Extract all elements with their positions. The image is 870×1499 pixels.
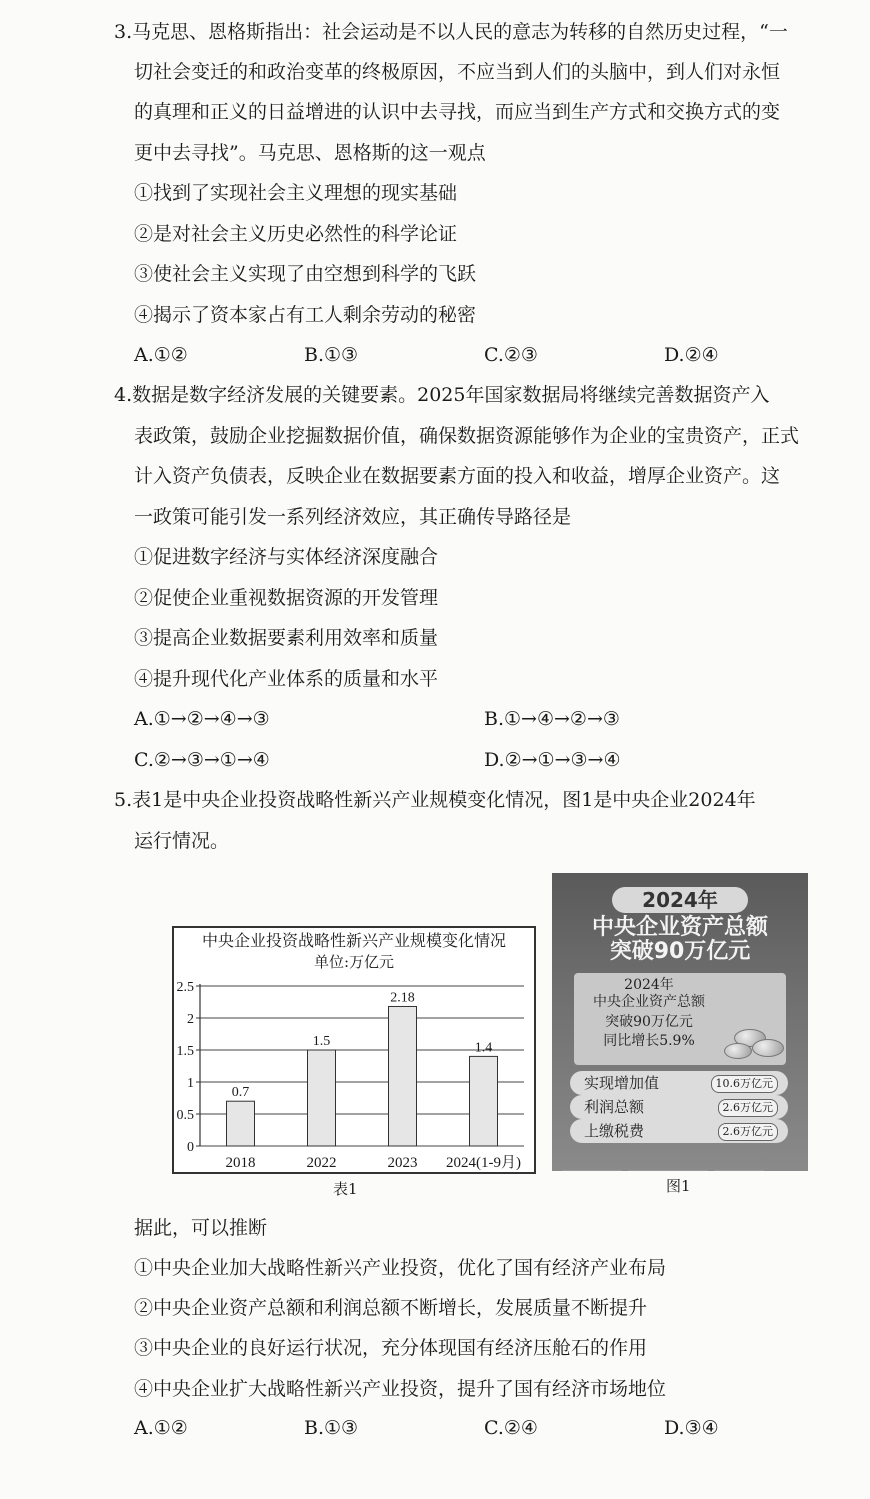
figure-card-line-4: 同比增长5.9% [603,1033,695,1049]
chart-title: 中央企业投资战略性新兴产业规模变化情况 [201,931,506,950]
q4-item-1: ①促进数字经济与实体经济深度融合 [134,546,439,568]
q4-stem-line-3: 计入资产负债表，反映企业在数据要素方面的投入和收益，增厚企业资产。这 [134,465,781,487]
q3-stem-line-4: 更中去寻找”。马克思、恩格斯的这一观点 [134,142,486,164]
q4-item-2: ②促使企业重视数据资源的开发管理 [134,587,439,609]
y-tick-label: 2 [187,1012,194,1027]
q4-item-4: ④提升现代化产业体系的质量和水平 [134,668,439,690]
figure-card-line-3: 突破90万亿元 [605,1014,693,1030]
y-tick-label: 0.5 [176,1108,194,1123]
figure-1-infographic [552,873,808,1171]
figure-summary-card [574,973,786,1065]
y-tick-label: 1.5 [176,1044,194,1059]
y-tick-label: 2.5 [176,980,194,995]
q4-stem-line-4: 一政策可能引发一系列经济效应，其正确传导路径是 [134,506,572,528]
bar-value-label: 0.7 [231,1085,250,1101]
figure-year-badge: 2024年 [612,887,748,913]
bar-chart [174,928,534,1172]
q3-stem-line-2: 切社会变迁的和政治变革的终极原因，不应当到人们的头脑中，到人们对永恒 [134,61,781,83]
x-category-label: 2024(1-9月) [446,1155,521,1171]
q3-stem-line-1: 3.马克思、恩格斯指出：社会运动是不以人民的意志为转移的自然历史过程，“一 [114,21,788,43]
bar-value-label: 1.4 [474,1040,493,1056]
q5-option-c[interactable]: C.②④ [484,1417,538,1439]
coin-icon [752,1039,784,1057]
q5-item-1: ①中央企业加大战略性新兴产业投资，优化了国有经济产业布局 [134,1257,667,1279]
q4-stem-line-2: 表政策，鼓励企业挖掘数据价值，确保数据资源能够作为企业的宝贵资产，正式 [134,425,800,447]
q3-option-c[interactable]: C.②③ [484,344,538,366]
figure-row-value-added [570,1071,788,1095]
q4-option-d[interactable]: D.②→①→③→④ [484,749,621,771]
y-tick-label: 1 [187,1076,194,1091]
q5-option-b[interactable]: B.①③ [304,1417,359,1439]
q5-item-2: ②中央企业资产总额和利润总额不断增长，发展质量不断提升 [134,1297,648,1319]
bar [308,1050,336,1146]
q3-option-b[interactable]: B.①③ [304,344,359,366]
x-category-label: 2018 [225,1155,256,1171]
q5-option-d[interactable]: D.③④ [664,1417,719,1439]
q5-item-4: ④中央企业扩大战略性新兴产业投资，提升了国有经济市场地位 [134,1378,667,1400]
figure-1-caption: 图1 [666,1177,691,1195]
bar [389,1006,417,1146]
q5-stem-line-1: 5.表1是中央企业投资战略性新兴产业规模变化情况，图1是中央企业2024年 [114,789,756,811]
figure-footer-credits [562,1159,798,1165]
x-category-label: 2022 [306,1155,337,1171]
bar-value-label: 2.18 [390,990,415,1006]
x-category-label: 2023 [387,1155,418,1171]
q3-option-d[interactable]: D.②④ [664,344,719,366]
row-label: 实现增加值 [584,1074,660,1092]
figure-card-line-2: 中央企业资产总额 [593,994,705,1010]
coin-icon [724,1043,752,1059]
row-value: 10.6万亿元 [711,1075,779,1093]
q4-option-c[interactable]: C.②→③→①→④ [134,749,270,771]
table-1-caption: 表1 [333,1180,358,1198]
table-1-chart [172,926,536,1174]
q3-item-2: ②是对社会主义历史必然性的科学论证 [134,223,458,245]
q3-option-a[interactable]: A.①② [134,344,188,366]
q4-option-a[interactable]: A.①→②→④→③ [134,708,270,730]
figure-headline-1: 中央企业资产总额 [591,915,768,940]
q5-infer-line: 据此，可以推断 [134,1217,268,1239]
q3-stem-line-3: 的真理和正义的日益增进的认识中去寻找，而应当到生产方式和交换方式的变 [134,101,781,123]
q5-stem-line-2: 运行情况。 [134,830,230,852]
figure-row-taxes [570,1119,788,1143]
q3-item-4: ④揭示了资本家占有工人剩余劳动的秘密 [134,304,477,326]
bar [470,1056,498,1146]
q4-option-b[interactable]: B.①→④→②→③ [484,708,620,730]
q5-item-3: ③中央企业的良好运行状况，充分体现国有经济压舱石的作用 [134,1337,648,1359]
q3-item-1: ①找到了实现社会主义理想的现实基础 [134,182,458,204]
q4-item-3: ③提高企业数据要素利用效率和质量 [134,627,439,649]
figure-card-line-1: 2024年 [624,977,674,993]
bar-value-label: 1.5 [312,1034,331,1049]
row-label: 利润总额 [584,1098,645,1116]
y-tick-label: 0 [187,1140,194,1155]
row-value: 2.6万亿元 [718,1099,779,1117]
row-label: 上缴税费 [584,1122,645,1140]
figure-row-profit [570,1095,788,1119]
chart-unit: 单位:万亿元 [313,953,395,971]
row-value: 2.6万亿元 [718,1123,779,1141]
q5-option-a[interactable]: A.①② [134,1417,188,1439]
q4-stem-line-1: 4.数据是数字经济发展的关键要素。2025年国家数据局将继续完善数据资产入 [114,384,770,406]
figure-headline-2: 突破90万亿元 [609,939,751,964]
bar [227,1101,255,1146]
q3-item-3: ③使社会主义实现了由空想到科学的飞跃 [134,263,477,285]
